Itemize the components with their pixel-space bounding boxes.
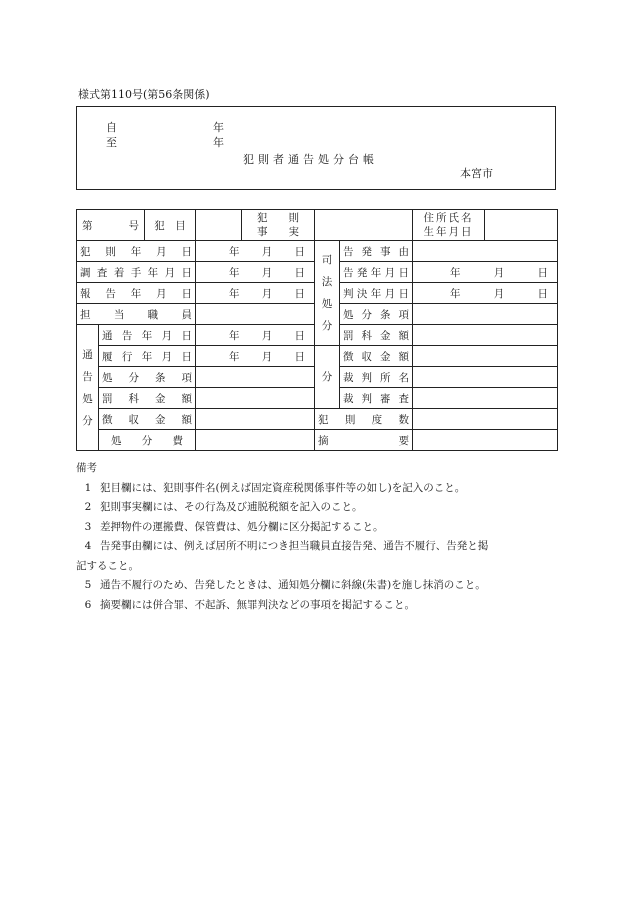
offense-date-label: 犯則年月日 xyxy=(77,241,196,262)
disposal-cost-label: 処分費 xyxy=(99,430,196,451)
notes-heading: 備考 xyxy=(76,462,97,474)
offense-date-value[interactable]: 年 月 日 xyxy=(196,241,315,262)
note-item: 6 摘要欄には併合罪、不起訴、無罪判決などの事項を掲記すること。 xyxy=(84,598,415,611)
notice-clause-label: 処分条項 xyxy=(99,367,196,388)
header-row xyxy=(77,210,558,241)
offense-item-label: 犯 目 xyxy=(145,210,196,241)
table-row xyxy=(77,346,558,367)
judicial-clause-value[interactable] xyxy=(413,304,558,325)
notice-fine-value[interactable] xyxy=(196,388,315,409)
note-item: 1 犯目欄には、犯則事件名(例えば固定資産税関係事件等の如し)を記入のこと。 xyxy=(84,481,466,494)
accusation-reason-value[interactable] xyxy=(413,241,558,262)
notice-disposition-group-label: 通 告 処 分 xyxy=(77,325,99,451)
offense-facts-value[interactable] xyxy=(315,210,413,241)
to-label: 至 xyxy=(106,136,117,149)
court-review-label: 裁判審査 xyxy=(340,388,413,409)
performance-date-label: 履行年月日 xyxy=(99,346,196,367)
address-name-label-2: 生年月日 xyxy=(423,226,474,238)
notice-clause-value[interactable] xyxy=(196,367,315,388)
table-row xyxy=(77,409,558,430)
notice-date-value[interactable]: 年 月 日 xyxy=(196,325,315,346)
from-label: 自 xyxy=(106,121,117,134)
office-name: 本宮市 xyxy=(460,167,493,180)
table-row xyxy=(77,430,558,451)
offense-item-value[interactable] xyxy=(196,210,242,241)
from-year-label: 年 xyxy=(213,121,224,134)
summary-label: 摘 要 xyxy=(315,430,413,451)
judicial-clause-label: 処分条項 xyxy=(340,304,413,325)
disposal-cost-value[interactable] xyxy=(196,430,315,451)
table-row xyxy=(77,241,558,262)
judicial-collection-label: 徴収金額 xyxy=(340,346,413,367)
note-item: 4 告発事由欄には、例えば居所不明につき担当職員直接告発、通告不履行、告発と掲 xyxy=(84,540,489,552)
go-label: 号 xyxy=(128,219,139,232)
offense-count-value[interactable] xyxy=(413,409,558,430)
judgment-date-label: 判決年月日 xyxy=(340,283,413,304)
offense-facts-label xyxy=(242,210,315,241)
report-date-label: 報告年月日 xyxy=(77,283,196,304)
notice-fine-label: 罰科金額 xyxy=(99,388,196,409)
address-name-label xyxy=(413,210,485,241)
court-name-value[interactable] xyxy=(413,367,558,388)
ledger-table xyxy=(76,209,558,451)
notice-collection-label: 徴収金額 xyxy=(99,409,196,430)
notes-section xyxy=(76,459,556,615)
note-item: 2 犯則事実欄には、その行為及び逋脱税額を記入のこと。 xyxy=(84,501,363,513)
address-name-label-1: 住所氏名 xyxy=(423,212,474,224)
note-item-continuation: 記すること。 xyxy=(76,559,139,572)
court-name-label: 裁判所名 xyxy=(340,367,413,388)
official-label: 担当職員 xyxy=(77,304,196,325)
judicial-fine-label: 罰科金額 xyxy=(340,325,413,346)
ledger-header-box xyxy=(76,106,556,190)
accusation-date-label: 告発年月日 xyxy=(340,262,413,283)
number-cell[interactable] xyxy=(77,210,145,241)
number-label: 第 xyxy=(82,219,93,232)
judgment-date-value[interactable]: 年 月 日 xyxy=(413,283,558,304)
form-number: 様式第110号(第56条関係) xyxy=(78,88,210,101)
investigation-start-value[interactable]: 年 月 日 xyxy=(196,262,315,283)
note-item: 5 通告不履行のため、告発したときは、通知処分欄に斜線(朱書)を施し抹消のこと。 xyxy=(84,579,486,591)
notice-collection-value[interactable] xyxy=(196,409,315,430)
ledger-title: 犯則者通告処分台帳 xyxy=(243,153,378,166)
offense-facts-label-1: 犯 則 xyxy=(257,212,299,224)
judicial-disposition-group-label-2: 分 xyxy=(315,346,340,409)
notice-date-label: 通告年月日 xyxy=(99,325,196,346)
accusation-reason-label: 告発事由 xyxy=(340,241,413,262)
performance-date-value[interactable]: 年 月 日 xyxy=(196,346,315,367)
offense-count-label: 犯則度数 xyxy=(315,409,413,430)
offense-facts-label-2: 事 実 xyxy=(257,226,299,238)
to-year-label: 年 xyxy=(213,136,224,149)
summary-value[interactable] xyxy=(413,430,558,451)
report-date-value[interactable]: 年 月 日 xyxy=(196,283,315,304)
investigation-start-label: 調査着手年月日 xyxy=(77,262,196,283)
official-value[interactable] xyxy=(196,304,315,325)
judicial-collection-value[interactable] xyxy=(413,346,558,367)
court-review-value[interactable] xyxy=(413,388,558,409)
judicial-disposition-group-label: 司 法 処 分 xyxy=(315,241,340,346)
note-item: 3 差押物件の運搬費、保管費は、処分欄に区分掲記すること。 xyxy=(84,520,384,533)
accusation-date-value[interactable]: 年 月 日 xyxy=(413,262,558,283)
address-name-value[interactable] xyxy=(485,210,558,241)
judicial-fine-value[interactable] xyxy=(413,325,558,346)
